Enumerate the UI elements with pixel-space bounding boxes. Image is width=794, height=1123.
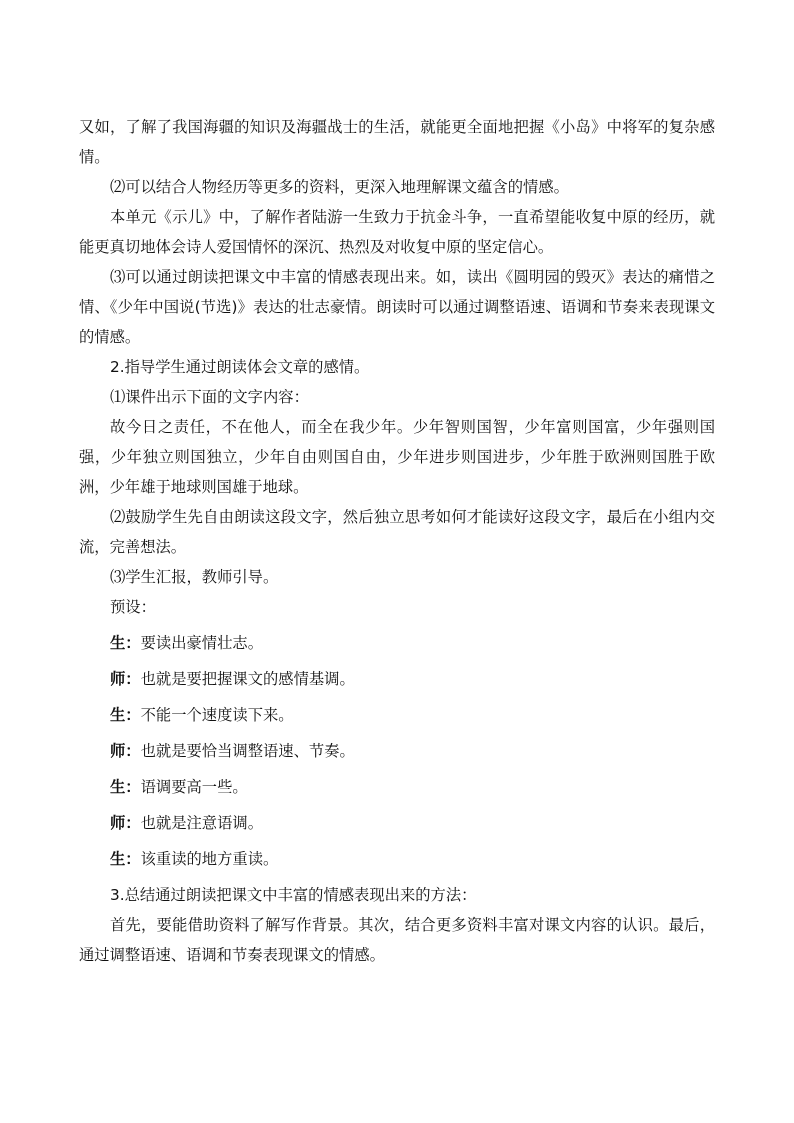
paragraph: ⑴课件出示下面的文字内容： [110,388,309,406]
dialogue-line [79,661,715,697]
dialogue [79,625,715,877]
dialogue-text: 不能一个速度读下来。 [140,706,294,724]
section-heading: 3.总结通过朗读把课文中丰富的情感表现出来的方法： [110,886,477,904]
speaker-label: 师： [110,814,141,832]
paragraph: ⑶学生汇报，教师引导。 [110,568,279,586]
speaker-label: 师： [110,742,141,760]
dialogue-text: 也就是注意语调。 [140,814,263,832]
paragraph: ⑵可以结合人物经历等更多的资料，更深入地理解课文蕴含的情感。 [110,178,569,196]
dialogue-line [79,805,715,841]
speaker-label: 生： [110,706,141,724]
paragraph: 首先，要能借助资料了解写作背景。其次，结合更多资料丰富对课文内容的认识。最后，通过调整语速、语调和节奏表现课文的情感。 [79,916,715,964]
dialogue-line [79,841,715,877]
dialogue-text: 也就是要把握课文的感情基调。 [140,670,355,688]
paragraph: ⑵鼓励学生先自由朗读这段文字，然后独立思考如何才能读好这段文字，最后在小组内交流，完善想法。 [79,508,715,556]
speaker-label: 生： [110,850,141,868]
quoted-passage: 故今日之责任，不在他人，而全在我少年。少年智则国智，少年富则国富，少年强则国强，少年独立则国独立，少年自由则国自由，少年进步则国进步，少年胜于欧洲则国胜于欧洲，少年雄于地球则国雄于地球。 [79,418,715,496]
section-heading: 2.指导学生通过朗读体会文章的感情。 [110,358,370,376]
dialogue-line [79,733,715,769]
dialogue-line [79,769,715,805]
dialogue-line [79,697,715,733]
dialogue-text: 语调要高一些。 [140,778,248,796]
document-body [79,112,715,970]
dialogue-text: 要读出豪情壮志。 [140,634,263,652]
dialogue-text: 该重读的地方重读。 [140,850,279,868]
paragraph: 又如，了解了我国海疆的知识及海疆战士的生活，就能更全面地把握《小岛》中将军的复杂感情。 [79,118,715,166]
speaker-label: 生： [110,634,141,652]
paragraph: 本单元《示儿》中，了解作者陆游一生致力于抗金斗争，一直希望能收复中原的经历，就能更真切地体会诗人爱国情怀的深沉、热烈及对收复中原的坚定信心。 [79,208,715,256]
dialogue-line [79,625,715,661]
paragraph: ⑶可以通过朗读把课文中丰富的情感表现出来。如，读出《圆明园的毁灭》表达的痛惜之情、《少年中国说(节选)》表达的壮志豪情。朗读时可以通过调整语速、语调和节奏来表现课文的情感。 [79,268,715,346]
speaker-label: 生： [110,778,141,796]
speaker-label: 师： [110,670,141,688]
paragraph: 预设： [110,598,156,616]
dialogue-text: 也就是要恰当调整语速、节奏。 [140,742,355,760]
